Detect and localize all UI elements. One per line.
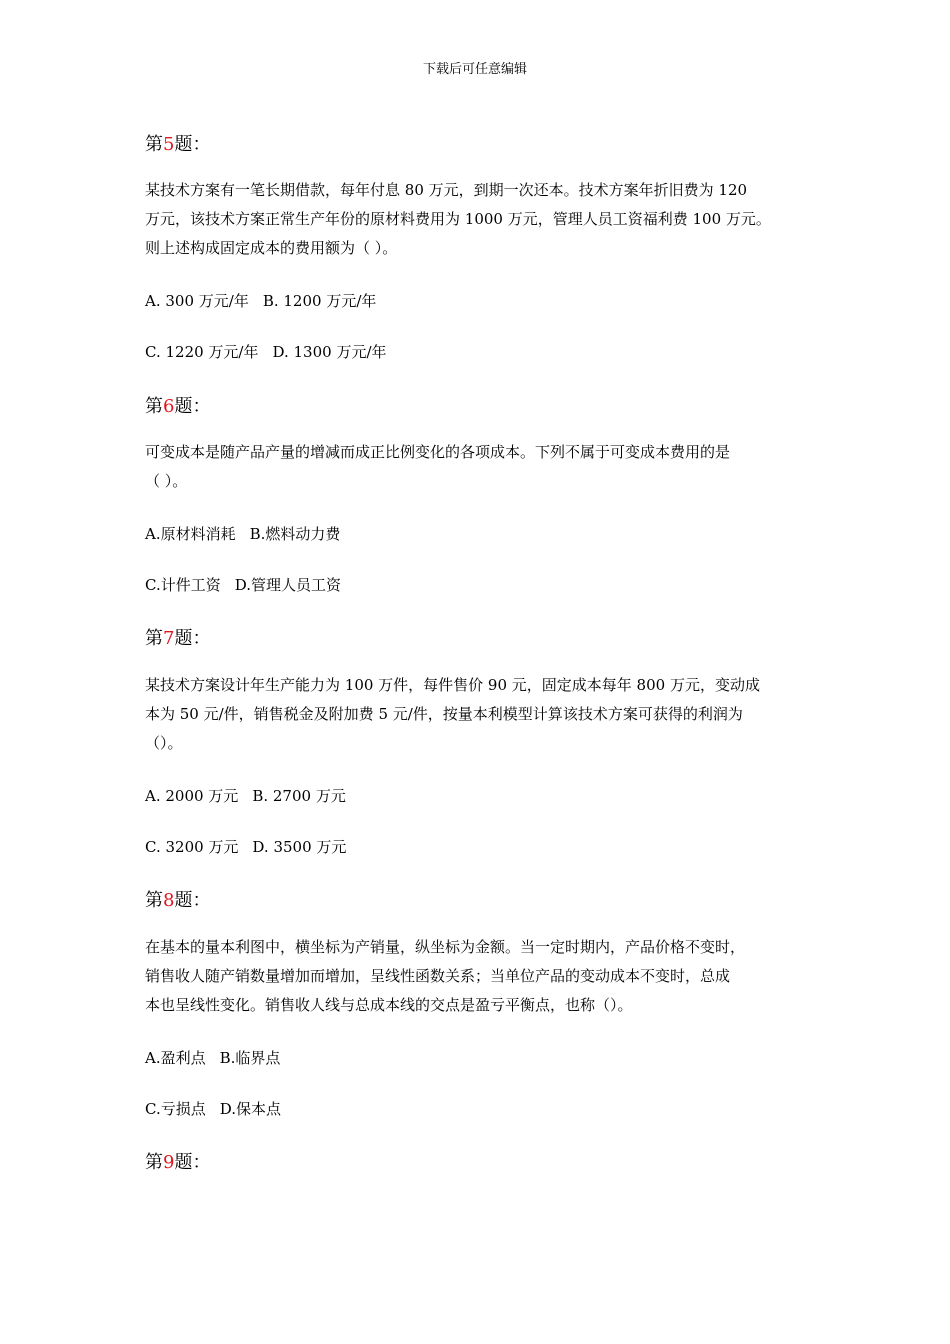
option-b: B. 2700 万元 [252,787,346,805]
page-header: 下载后可任意编辑 [422,62,527,77]
question-number: 7 [163,628,175,649]
option-d: D.管理人员工资 [234,576,341,594]
question-prefix: 第 [145,1152,163,1173]
question-5-text [145,176,825,263]
question-suffix: 题： [174,628,211,649]
question-5-options-row-1 [145,290,376,311]
option-c: C. 3200 万元 [145,838,239,856]
question-text-line: 某技术方案设计年生产能力为 100 万件，每件售价 90 元，固定成本每年 800 万元，变动成 [145,676,760,694]
question-text-line: 在基本的量本利图中，横坐标为产销量，纵坐标为金额。当一定时期内，产品价格不变时， [145,938,746,956]
question-7-options-row-1 [145,785,346,806]
option-c: C.亏损点 [145,1100,206,1118]
question-text-line: （ ）。 [145,472,188,490]
question-8-options-row-1 [145,1047,280,1068]
option-c: C. 1220 万元/年 [145,343,259,361]
question-6-options-row-2 [145,574,341,595]
question-9-heading [145,1148,210,1174]
question-prefix: 第 [145,134,163,155]
question-suffix: 题： [174,134,211,155]
question-number: 8 [163,890,175,911]
question-number: 6 [163,396,175,417]
question-6-options-row-1 [145,523,340,544]
option-d: D. 1300 万元/年 [272,343,387,361]
question-6-heading [145,392,210,418]
option-a: A.原材料消耗 [145,525,236,543]
option-b: B.临界点 [219,1049,281,1067]
question-5-heading [145,130,210,156]
question-suffix: 题： [174,1152,211,1173]
question-text-line: 某技术方案有一笔长期借款，每年付息 80 万元，到期一次还本。技术方案年折旧费为 120 [145,181,748,199]
question-suffix: 题： [174,890,211,911]
option-c: C.计件工资 [145,576,221,594]
option-a: A.盈利点 [145,1049,206,1067]
question-6-text [145,438,825,496]
question-number: 9 [163,1152,175,1173]
option-b: B. 1200 万元/年 [262,292,377,310]
question-text-line: 则上述构成固定成本的费用额为（ ）。 [145,239,398,257]
option-d: D.保本点 [219,1100,281,1118]
question-8-options-row-2 [145,1098,281,1119]
question-7-text [145,671,825,758]
option-a: A. 2000 万元 [145,787,239,805]
question-number: 5 [163,134,175,155]
question-text-line: 本为 50 元/件，销售税金及附加费 5 元/件，按量本利模型计算该技术方案可获得的利润为 [145,705,743,723]
question-5-options-row-2 [145,341,387,362]
question-text-line: 万元，该技术方案正常生产年份的原材料费用为 1000 万元，管理人员工资福利费 100 万元。 [145,210,771,228]
option-b: B.燃料动力费 [249,525,341,543]
question-prefix: 第 [145,628,163,649]
option-d: D. 3500 万元 [252,838,347,856]
question-text-line: 本也呈线性变化。销售收人线与总成本线的交点是盈亏平衡点，也称（）。 [145,996,633,1014]
question-prefix: 第 [145,890,163,911]
question-suffix: 题： [174,396,211,417]
question-text-line: 销售收人随产销数量增加而增加，呈线性函数关系；当单位产品的变动成本不变时，总成 [145,967,731,985]
question-7-options-row-2 [145,836,346,857]
question-8-text [145,933,825,1020]
option-a: A. 300 万元/年 [145,292,249,310]
question-text-line: （）。 [145,734,183,752]
question-7-heading [145,624,210,650]
question-8-heading [145,886,210,912]
question-text-line: 可变成本是随产品产量的增减而成正比例变化的各项成本。下列不属于可变成本费用的是 [145,443,731,461]
question-prefix: 第 [145,396,163,417]
